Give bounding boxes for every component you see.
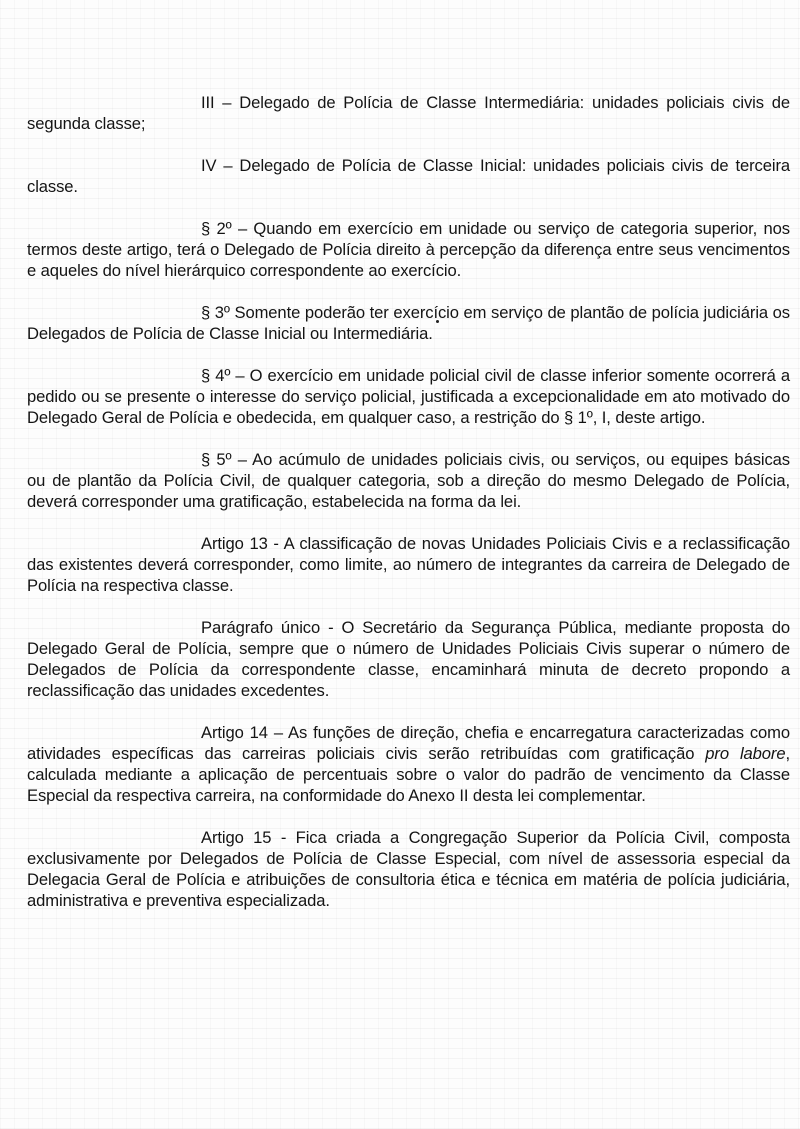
paragraph-inciso-iv: IV – Delegado de Polícia de Classe Inicial: unidades policiais civis de terceira classe. xyxy=(27,156,790,196)
paragraph-inciso-iii: III – Delegado de Polícia de Classe Intermediária: unidades policiais civis de segunda classe; xyxy=(27,93,790,133)
paragraph-artigo-15: Artigo 15 - Fica criada a Congregação Superior da Polícia Civil, composta exclusivamente por Delegados de Polícia de Classe Especial, com nível de assessoria especial da Delegacia Geral de Polícia e atribuições de consultoria ética e técnica em matéria de polícia judiciária, administrativa e preventiva especializada. xyxy=(27,828,790,910)
paragraph-paragrafo-unico: Parágrafo único - O Secretário da Segurança Pública, mediante proposta do Delegado Geral de Polícia, sempre que o número de Unidades Policiais Civis superar o número de Delegados de Polícia da correspondente classe, encaminhará minuta de decreto propondo a reclassificação das unidades excedentes. xyxy=(27,618,790,700)
paragraph-paragrafo-2: § 2º – Quando em exercício em unidade ou serviço de categoria superior, nos termos deste artigo, terá o Delegado de Polícia direito à percepção da diferença entre seus vencimentos e aqueles do nível hierárquico correspondente ao exercício. xyxy=(27,219,790,280)
document-body xyxy=(27,92,790,932)
paragraph-paragrafo-3: § 3º Somente poderão ter exercício em serviço de plantão de polícia judiciária os Delegados de Polícia de Classe Inicial ou Intermediária. xyxy=(27,303,790,343)
paragraph-paragrafo-4: § 4º – O exercício em unidade policial civil de classe inferior somente ocorrerá a pedido ou se presente o interesse do serviço policial, justificada a excepcionalidade em ato motivado do Delegado Geral de Polícia e obedecida, em qualquer caso, a restrição do § 1º, I, deste artigo. xyxy=(27,366,790,427)
paragraph-artigo-13: Artigo 13 - A classificação de novas Unidades Policiais Civis e a reclassificação das existentes deverá corresponder, como limite, ao número de integrantes da carreira de Delegado de Polícia na respectiva classe. xyxy=(27,534,790,595)
artigo-14-text-before: Artigo 14 – As funções de direção, chefia e encarregatura caracterizadas como atividades específicas das carreiras policiais civis serão retribuídas com gratificação xyxy=(27,723,790,763)
artigo-14-text-italic: pro labore xyxy=(705,744,786,763)
paragraph-artigo-14 xyxy=(27,722,790,806)
paragraph-paragrafo-5: § 5º – Ao acúmulo de unidades policiais civis, ou serviços, ou equipes básicas ou de plantão da Polícia Civil, de qualquer categoria, sob a direção do mesmo Delegado de Polícia, deverá corresponder uma gratificação, estabelecida na forma da lei. xyxy=(27,450,790,511)
artigo-14-text-after: , calculada mediante a aplicação de percentuais sobre o valor do padrão de vencimento da Classe Especial da respectiva carreira, na conformidade do Anexo II desta lei complementar. xyxy=(27,744,790,805)
